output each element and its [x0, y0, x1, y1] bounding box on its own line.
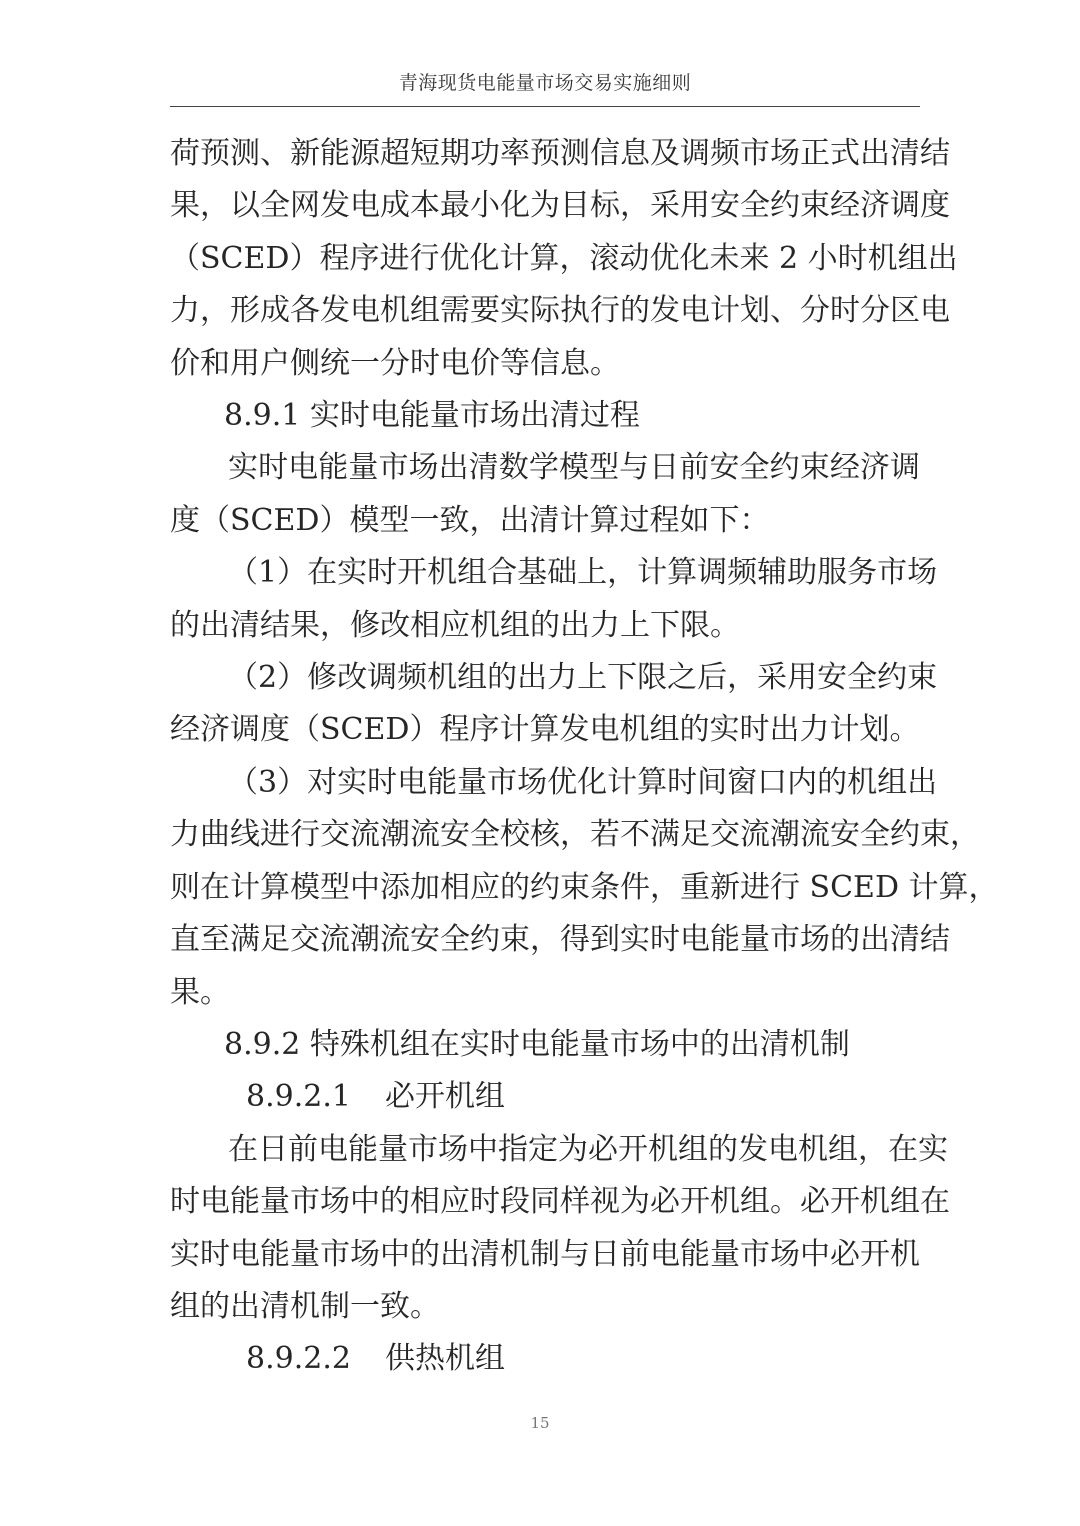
list-item-1 [170, 547, 938, 652]
header-divider [170, 106, 920, 107]
text-line: （2）修改调频机组的出力上下限之后，采用安全约束 [228, 660, 938, 696]
subsection-number: 8.9.2.1 [246, 1079, 351, 1115]
subsection-title: 必开机组 [384, 1079, 505, 1115]
text-line: 的出清结果，修改相应机组的出力上下限。 [170, 607, 740, 643]
running-header: 青海现货电能量市场交易实施细则 [398, 72, 692, 94]
text-line: （3）对实时电能量市场优化计算时间窗口内的机组出 [228, 764, 938, 800]
text-line: 在日前电能量市场中指定为必开机组的发电机组，在实 [228, 1131, 948, 1167]
document-body [170, 128, 999, 1386]
text-line: 度（SCED）模型一致，出清计算过程如下： [170, 502, 770, 538]
text-line: 则在计算模型中添加相应的约束条件，重新进行 SCED 计算， [170, 869, 999, 905]
text-line: 力曲线进行交流潮流安全校核，若不满足交流潮流安全约束， [170, 817, 980, 853]
section-heading-891: 8.9.1 实时电能量市场出清过程 [224, 398, 640, 434]
text-line: 果。 [170, 974, 230, 1010]
text-line: （1）在实时开机组合基础上，计算调频辅助服务市场 [228, 555, 938, 591]
page-number: 15 [530, 1414, 550, 1432]
subsection-number: 8.9.2.2 [246, 1341, 351, 1377]
text-line: 实时电能量市场中的出清机制与日前电能量市场中必开机 [170, 1236, 920, 1272]
text-line: 实时电能量市场出清数学模型与日前安全约束经济调 [228, 450, 920, 486]
text-line: 组的出清机制一致。 [170, 1288, 440, 1324]
text-line: 力，形成各发电机组需要实际执行的发电计划、分时分区电 [170, 293, 950, 329]
list-item-2 [170, 652, 938, 757]
list-item-3 [170, 757, 999, 1019]
section-891-paragraph [170, 442, 920, 547]
text-line: 经济调度（SCED）程序计算发电机组的实时出力计划。 [170, 712, 920, 748]
text-line: （SCED）程序进行优化计算，滚动优化未来 2 小时机组出 [170, 240, 958, 276]
subsection-title: 供热机组 [384, 1341, 505, 1377]
subsection-heading-8921 [170, 1071, 920, 1123]
text-line: 价和用户侧统一分时电价等信息。 [170, 345, 620, 381]
section-heading-892: 8.9.2 特殊机组在实时电能量市场中的出清机制 [224, 1026, 850, 1062]
text-line: 果，以全网发电成本最小化为目标，采用安全约束经济调度 [170, 188, 950, 224]
subsection-heading-8922 [170, 1333, 920, 1385]
subsection-8921-paragraph [170, 1124, 950, 1334]
text-line: 荷预测、新能源超短期功率预测信息及调频市场正式出清结 [170, 136, 950, 171]
text-line: 直至满足交流潮流安全约束，得到实时电能量市场的出清结 [170, 922, 950, 958]
intro-paragraph [170, 128, 958, 390]
text-line: 时电能量市场中的相应时段同样视为必开机组。必开机组在 [170, 1184, 950, 1220]
